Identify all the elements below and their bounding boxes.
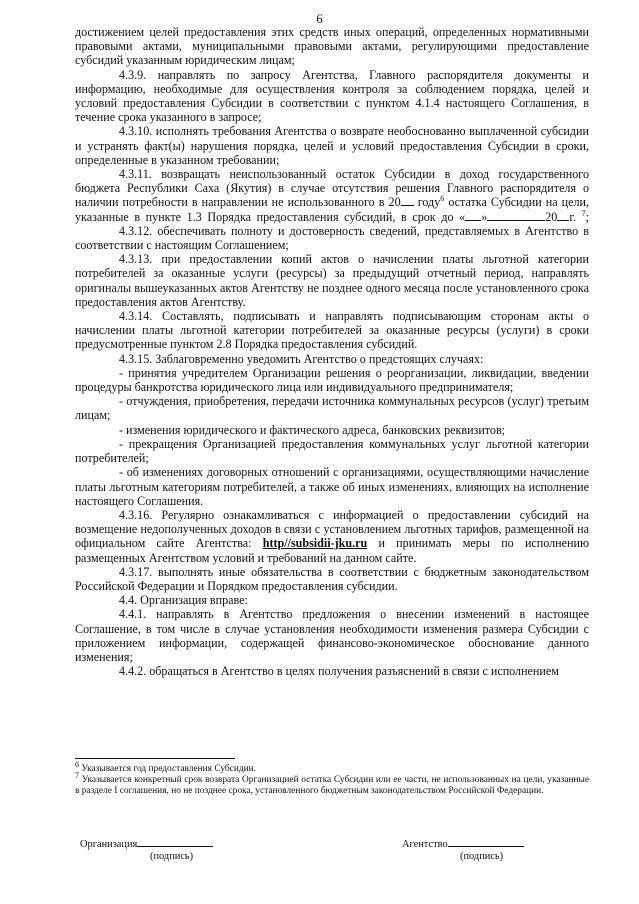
year-prefix: 20: [545, 209, 558, 224]
clause-4-3-11-text-b: году: [417, 195, 441, 210]
document-body: [75, 25, 589, 678]
day-blank: [465, 210, 481, 221]
footnote-ref-6: 6: [440, 194, 445, 204]
signature-label: Агентство: [402, 839, 448, 850]
year-blank: [401, 195, 414, 206]
list-item-address-change: - изменения юридического и фактического адреса, банковских реквизитов;: [119, 422, 506, 437]
footnote-text: Указывается год предоставления Субсидии.: [81, 764, 257, 774]
clause-4-3-17: 4.3.17. выполнять иные обязательства в соответствии с бюджетным законодательством Российской Федерации и Порядком предоставления субсидии.: [75, 564, 589, 593]
clause-4-3-16-text-b: и принимать меры по исполнению размещенных Агентством условий и требований на данном сайте.: [75, 536, 589, 565]
quote-open: «: [459, 209, 466, 224]
clause-4-3-9: 4.3.9. направлять по запросу Агентства, Главного распорядителя документы и информацию, необходимые для осуществления контроля за соблюдением порядка, целей и условий предоставления Субсидии в соответствии с пунктом 4.1.4 настоящего Соглашения, в течение срока указанного в запросе;: [75, 67, 589, 125]
signature-caption: (подпись): [460, 851, 504, 862]
signature-line: [137, 836, 213, 847]
list-item-termination: - прекращения Организацией предоставления коммунальных услуг льготной категории потребителей;: [75, 436, 589, 466]
footnote-6: [75, 759, 589, 775]
list-item-contract-changes: - об изменениях договорных отношений с организациями, осуществляющими начисление платы льготным категориям потребителей, а также об иных изменениях, влияющих на исполнение настоящего Соглашения.: [75, 465, 589, 508]
paragraph-continuation: достижением целей предоставления этих средств иных операций, определенных нормативными правовыми актами, муниципальными правовыми актами, регулирующими предоставление субсидий указанным юридическим лицам;: [75, 25, 589, 68]
list-item-alienation: - отчуждения, приобретения, передачи источника коммунальных ресурсов (услуг) третьим лицам;: [75, 394, 589, 423]
agency-website-link[interactable]: http//subsidii-jku.ru: [262, 536, 368, 551]
clause-4-3-13: 4.3.13. при предоставлении копий актов о начислении платы льготной категории потребителей за оказанные услуги (ресурсы) за предыдущий отчетный период, направлять оригиналы вышеуказанных актов Агентству не позднее одного месяца после установленного срока предоставления актов Агентству.: [75, 252, 589, 309]
footnote-7: [75, 770, 589, 797]
clause-4-3-14: 4.3.14. Составлять, подписывать и направлять подписывающим сторонам акты о начислении платы льготной категории потребителей за оказанные ресурсы (услуги) в сроки предусмотренные пунктом 2.8 Порядка предоставления субсидий.: [75, 309, 589, 352]
clause-4-3-11: [75, 167, 589, 224]
footnote-number: 6: [75, 759, 79, 769]
signature-line: [448, 836, 524, 847]
footnotes: [75, 759, 589, 797]
year-suffix-blank: [557, 210, 569, 221]
footnote-number: 7: [75, 770, 79, 780]
quote-close: »: [481, 209, 488, 224]
clause-4-4: 4.4. Организация вправе:: [119, 593, 248, 608]
clause-4-3-12: 4.3.12. обеспечивать полноту и достоверность сведений, представляемых в Агентство в соответствии с настоящим Соглашением;: [75, 223, 589, 253]
clause-4-3-11-end: ;: [585, 209, 589, 224]
clause-4-3-16: [75, 508, 589, 565]
signature-organization: [80, 836, 213, 862]
footnote-ref-7: 7: [581, 208, 586, 218]
clause-4-3-15: 4.3.15. Заблаговременно уведомить Агентство о предстоящих случаях:: [119, 351, 484, 366]
footnote-divider: [75, 758, 235, 759]
clause-4-3-11-text-c: остатка Субсидии на цели, указанные в пункте 1.3 Порядка предоставления субсидий, в срок до: [75, 195, 589, 224]
clause-4-4-1: 4.4.1. направлять в Агентство предложения о внесении изменений в настоящее Соглашение, в том числе в случае установления необходимости изменения размера Субсидии с приложением информации, содержащей финансово-экономическое обоснование данного изменения;: [75, 607, 589, 664]
footnote-text: Указывается конкретный срок возврата Организацией остатка Субсидии или ее части, не использованных на цели, указанные в разделе I соглашения, но не позднее срока, установленного бюджетным законодательством Российской Федерации.: [75, 775, 589, 796]
year-abbrev: г.: [569, 209, 576, 224]
clause-4-3-11-text-a: 4.3.11. возвращать неиспользованный остаток Субсидии в доход государственного бюджета Республики Саха (Якутия) в случае отсутствия решения Главного распорядителя о наличии потребности в направлении не использованного в 20: [75, 167, 589, 210]
signature-agency: [402, 836, 524, 862]
list-item-reorganization: - принятия учредителем Организации решения о реорганизации, ликвидации, введении процедуры банкротства юридического лица или индивидуального предпринимателя;: [75, 365, 589, 395]
clause-4-3-10: 4.3.10. исполнять требования Агентства о возврате необоснованно выплаченной субсидии и устранять факт(ы) нарушения порядка, целей и условий предоставления Субсидии в сроки, определенные в указанном требовании;: [75, 124, 589, 167]
signature-label: Организация: [80, 839, 138, 850]
page-number: 6: [316, 12, 323, 26]
clause-4-4-2: 4.4.2. обращаться в Агентство в целях получения разъяснений в связи с исполнением: [119, 664, 559, 679]
clause-4-3-16-text-a: 4.3.16. Регулярно ознакамливаться с информацией о предоставлении субсидий на возмещение недополученных доходов в связи с установлением льготных тарифов, размещенной на официальном сайте Агентства:: [75, 507, 589, 551]
month-blank: [487, 210, 545, 221]
signature-caption: (подпись): [150, 851, 194, 862]
